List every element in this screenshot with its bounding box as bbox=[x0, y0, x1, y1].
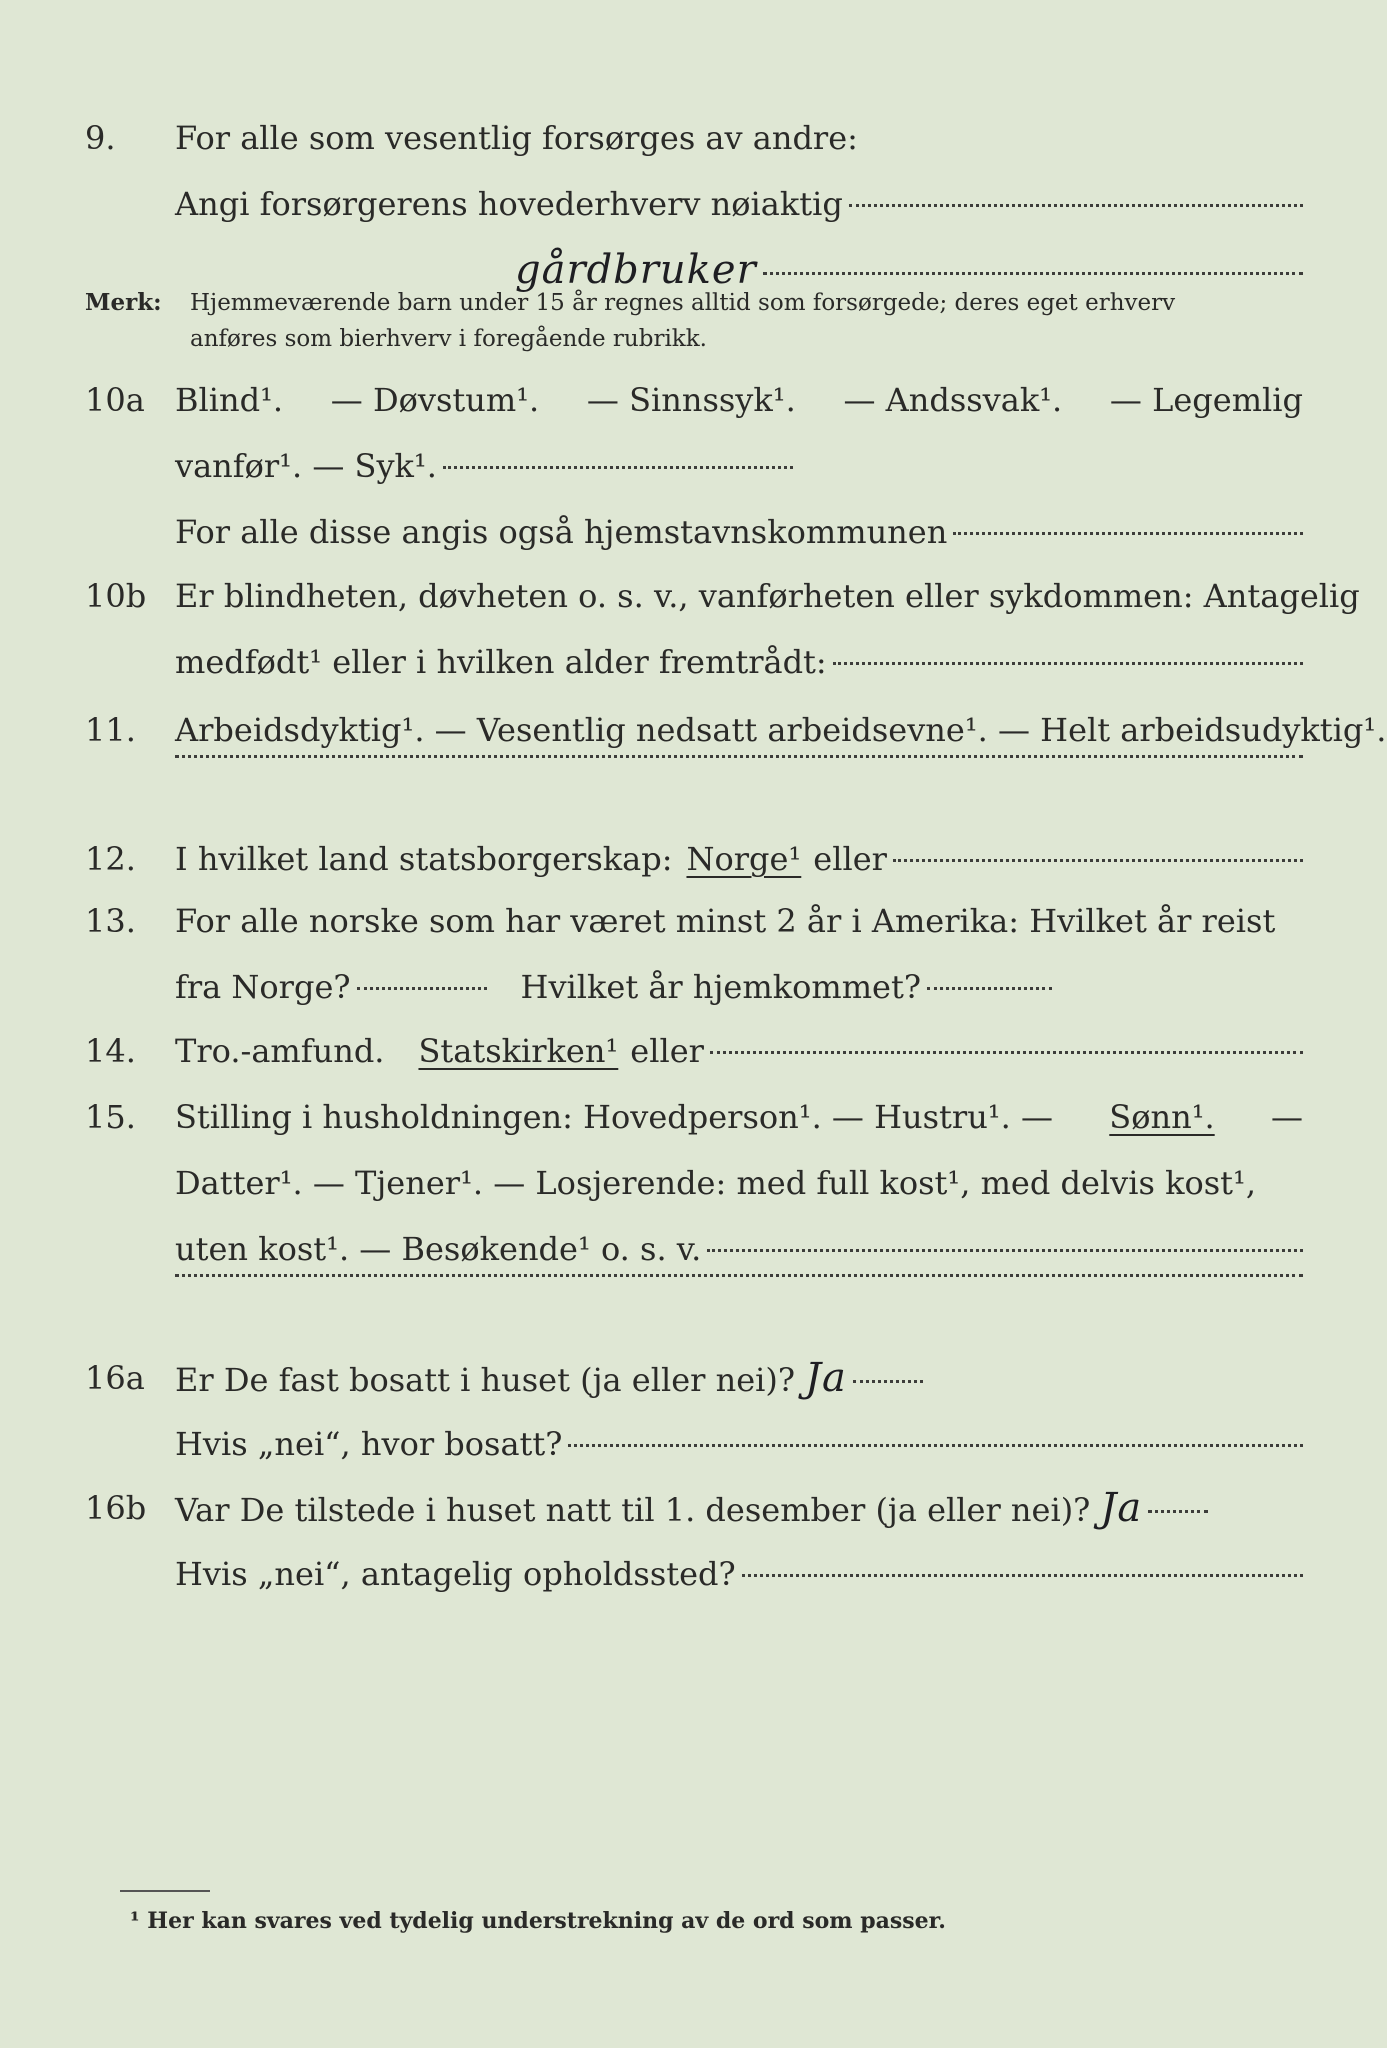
option-sonn-underlined: Sønn¹. bbox=[1109, 1098, 1215, 1136]
question-number: 16b bbox=[85, 1489, 147, 1527]
answer-line bbox=[175, 1274, 1303, 1277]
question-text: Stilling i husholdningen: Hovedperson¹. — Hustru¹. — bbox=[175, 1098, 1053, 1136]
question-16b bbox=[85, 1475, 1303, 1607]
answer-line bbox=[175, 755, 1303, 758]
answer-line bbox=[927, 987, 1052, 990]
question-number: 10a bbox=[85, 381, 145, 419]
option-dovstum: — Døvstum¹. bbox=[330, 381, 540, 419]
question-text: Angi forsørgerens hovederhverv nøiaktig bbox=[175, 185, 843, 223]
note-text: Hjemmeværende barn under 15 år regnes alltid som forsørgede; deres eget erhverv bbox=[190, 290, 1176, 316]
question-text: — bbox=[1271, 1098, 1303, 1136]
question-14 bbox=[85, 1018, 1303, 1084]
question-15 bbox=[85, 1084, 1303, 1348]
question-text: Arbeidsdyktig¹. — Vesentlig nedsatt arbeidsevne¹. — Helt arbeidsudyktig¹. bbox=[175, 711, 1387, 749]
question-text: Er De fast bosatt i huset (ja eller nei)? bbox=[175, 1361, 796, 1399]
question-text: For alle som vesentlig forsørges av andre: bbox=[175, 119, 858, 157]
handwritten-answer: gårdbruker bbox=[515, 247, 757, 293]
answer-line bbox=[443, 466, 793, 469]
handwritten-answer: Ja bbox=[1100, 1485, 1143, 1531]
question-text: eller bbox=[630, 1032, 704, 1070]
question-text: Var De tilstede i huset natt til 1. desember (ja eller nei)? bbox=[175, 1491, 1091, 1529]
question-11 bbox=[85, 697, 1387, 829]
option-norge-underlined: Norge¹ bbox=[686, 840, 802, 878]
question-text: Tro.-amfund. bbox=[175, 1032, 385, 1070]
answer-line bbox=[568, 1444, 1303, 1447]
answer-line bbox=[763, 272, 1303, 275]
answer-line bbox=[1148, 1510, 1208, 1513]
question-text: Hvilket år hjemkommet? bbox=[520, 968, 921, 1006]
option-blind: Blind¹. bbox=[175, 381, 284, 419]
option-legemlig: — Legemlig bbox=[1109, 381, 1303, 419]
question-text: Er blindheten, døvheten o. s. v., vanførheten eller sykdommen: Antagelig bbox=[175, 577, 1360, 615]
answer-line bbox=[357, 987, 487, 990]
question-text: Hvis „nei“, antagelig opholdssted? bbox=[175, 1555, 736, 1593]
question-text: I hvilket land statsborgerskap: bbox=[175, 840, 673, 878]
question-number: 10b bbox=[85, 577, 147, 615]
answer-line bbox=[853, 1380, 923, 1383]
question-12 bbox=[85, 826, 1303, 892]
question-text: uten kost¹. — Besøkende¹ o. s. v. bbox=[175, 1230, 702, 1268]
option-statskirken-underlined: Statskirken¹ bbox=[418, 1032, 619, 1070]
question-text: For alle disse angis også hjemstavnskommunen bbox=[175, 513, 948, 551]
question-number: 16a bbox=[85, 1359, 145, 1397]
question-number: 15. bbox=[85, 1098, 136, 1136]
question-text: vanfør¹. — Syk¹. bbox=[175, 447, 437, 485]
question-text: For alle norske som har været minst 2 år i Amerika: Hvilket år reist bbox=[175, 902, 1276, 940]
question-text: Datter¹. — Tjener¹. — Losjerende: med full kost¹, med delvis kost¹, bbox=[175, 1164, 1257, 1202]
answer-line bbox=[893, 859, 1303, 862]
question-10b bbox=[85, 563, 1360, 695]
question-number: 14. bbox=[85, 1032, 136, 1070]
question-number: 9. bbox=[85, 119, 116, 157]
answer-line bbox=[849, 204, 1303, 207]
question-number: 11. bbox=[85, 711, 136, 749]
question-number: 13. bbox=[85, 902, 136, 940]
question-13 bbox=[85, 888, 1303, 1020]
footnote-rule bbox=[120, 1890, 210, 1892]
option-andssvak: — Andssvak¹. bbox=[843, 381, 1063, 419]
question-text: eller bbox=[813, 840, 887, 878]
answer-line bbox=[953, 532, 1303, 535]
question-9 bbox=[85, 105, 1303, 303]
note-text: anføres som bierhverv i foregående rubrikk. bbox=[190, 326, 707, 352]
question-text: fra Norge? bbox=[175, 968, 351, 1006]
answer-line bbox=[710, 1051, 1303, 1054]
handwritten-answer: Ja bbox=[805, 1355, 847, 1401]
answer-line bbox=[833, 662, 1303, 665]
question-text: Hvis „nei“, hvor bosatt? bbox=[175, 1425, 563, 1463]
option-sinnssyk: — Sinnssyk¹. bbox=[586, 381, 796, 419]
answer-line bbox=[742, 1574, 1303, 1577]
question-10a bbox=[85, 367, 1303, 565]
note-label: Merk: bbox=[85, 289, 162, 316]
footnote: ¹ Her kan svares ved tydelig understrekning av de ord som passer. bbox=[130, 1908, 946, 1934]
note bbox=[85, 285, 1303, 357]
question-16a bbox=[85, 1345, 1303, 1477]
question-text: medfødt¹ eller i hvilken alder fremtrådt: bbox=[175, 643, 827, 681]
question-number: 12. bbox=[85, 840, 136, 878]
answer-line bbox=[707, 1249, 1303, 1252]
